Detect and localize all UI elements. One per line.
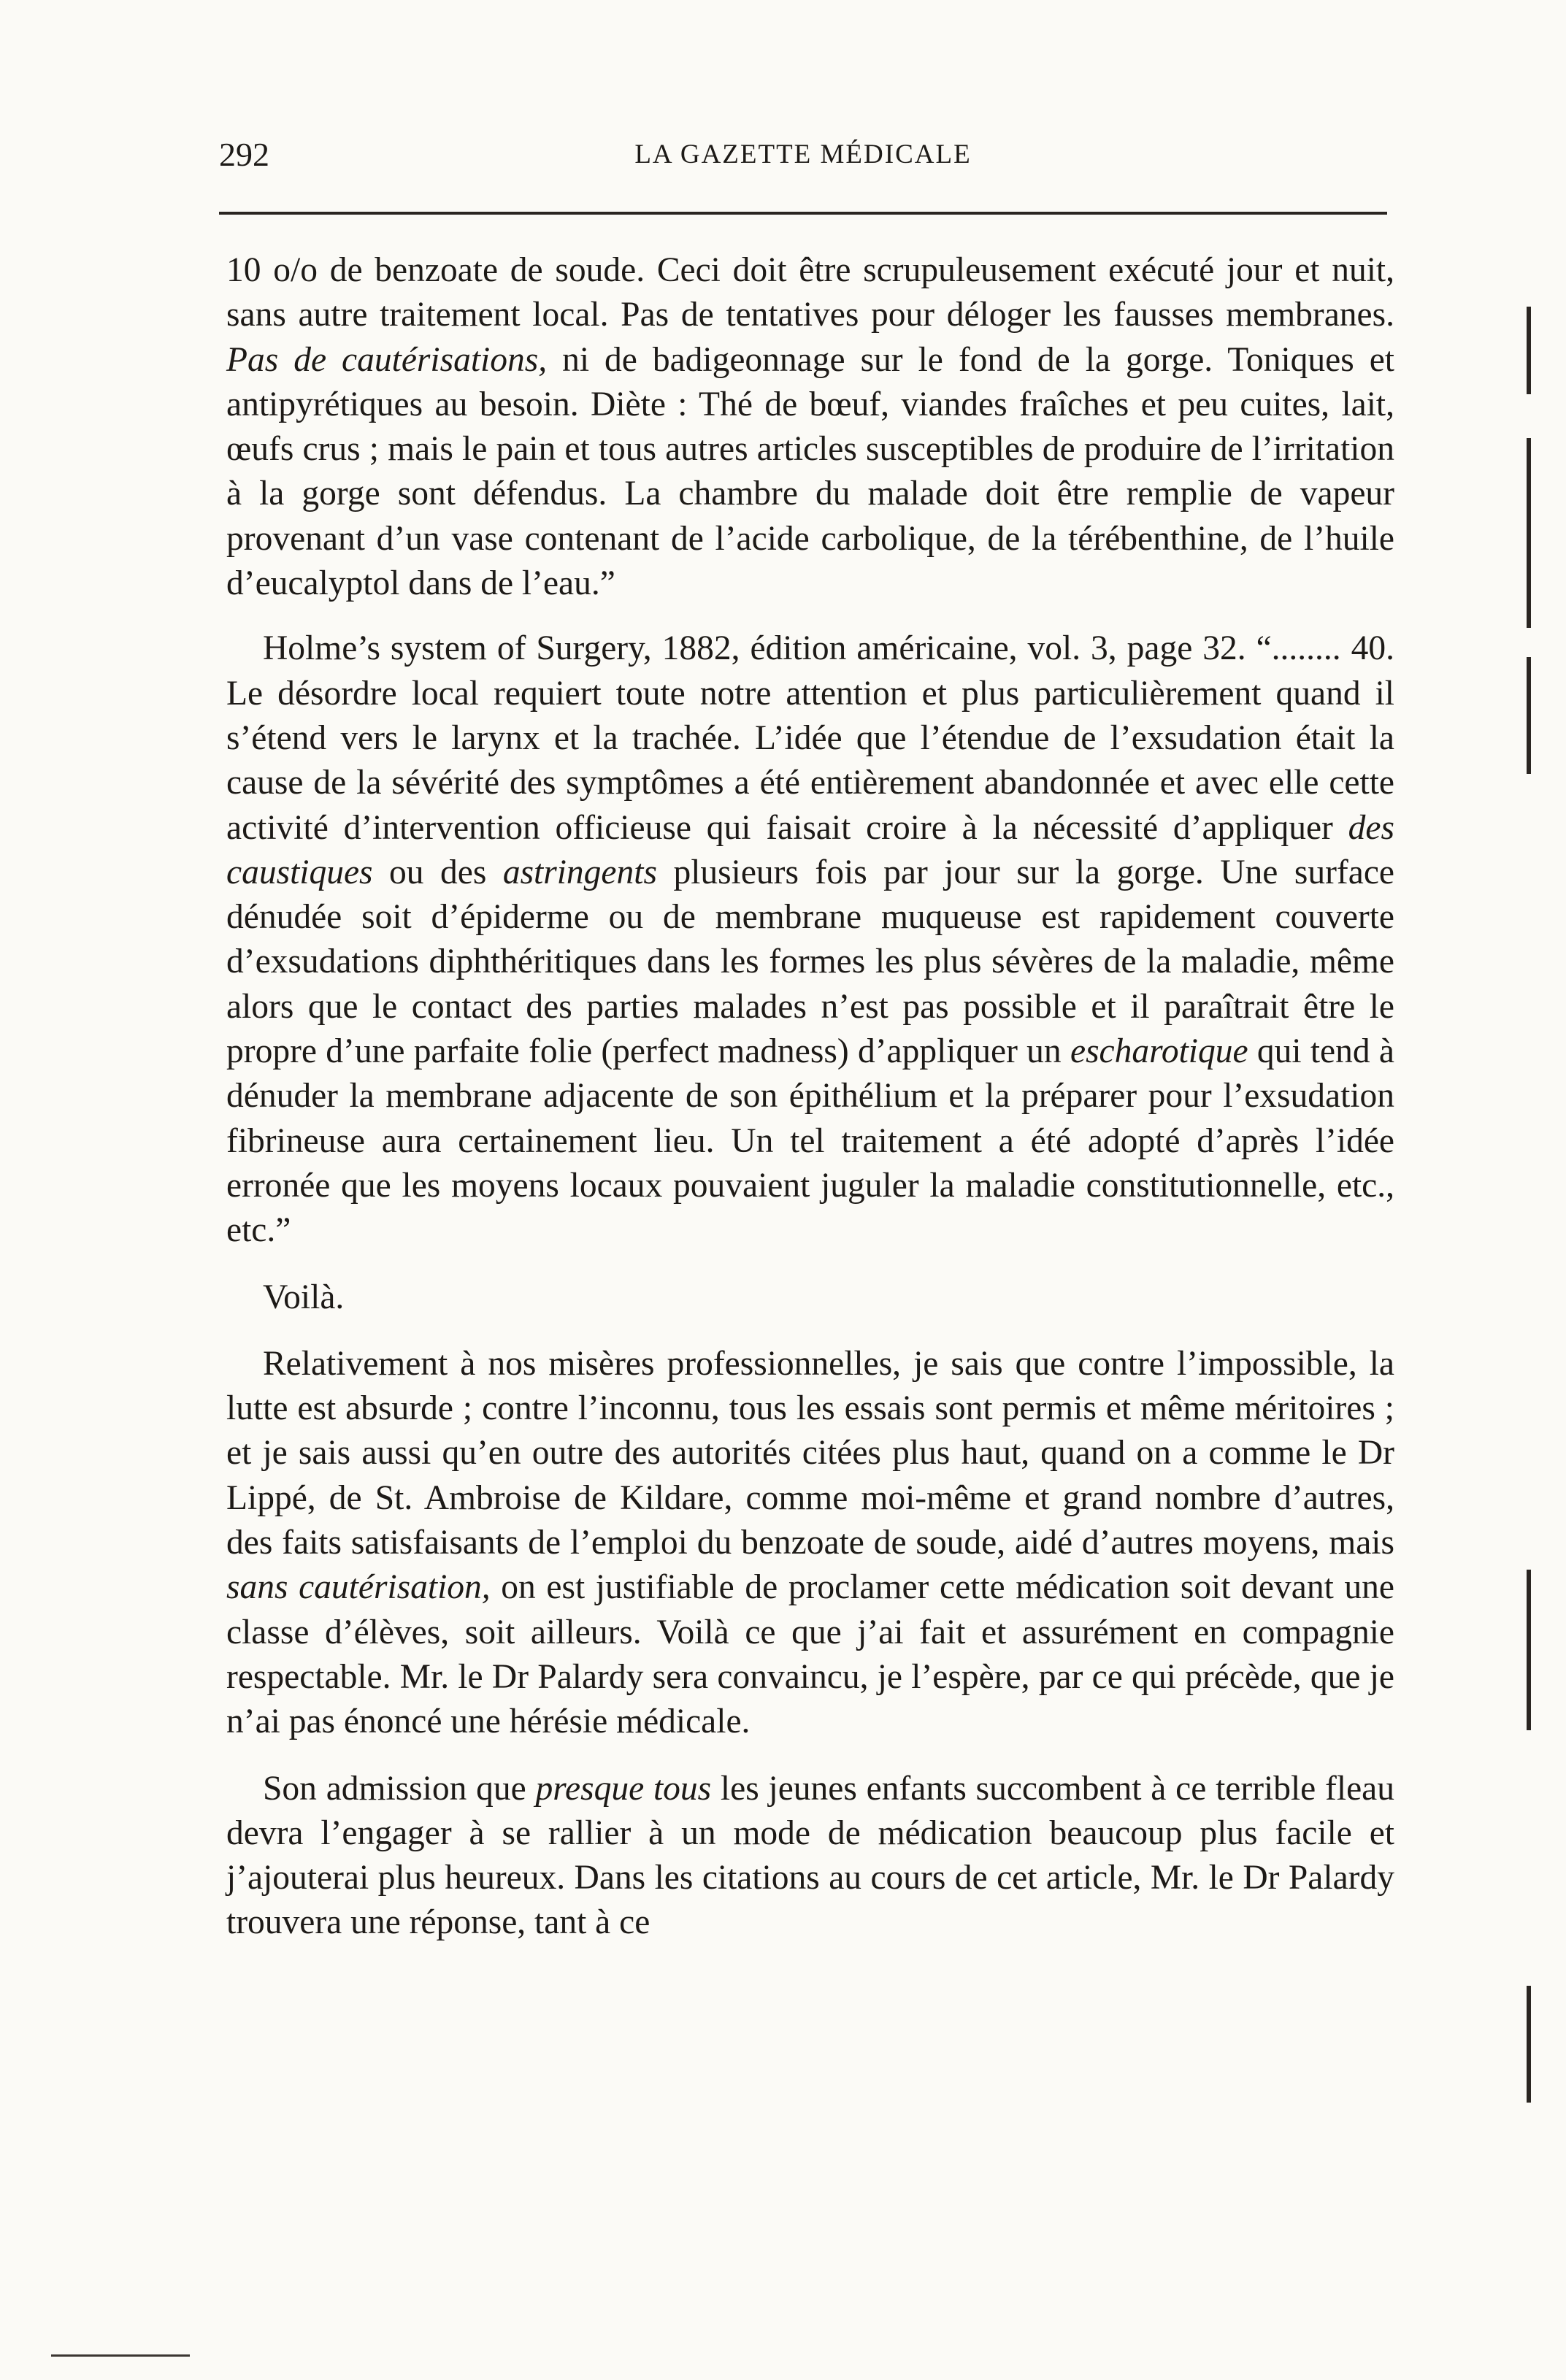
text-run: 10 o/o de benzoate de soude. Ceci doit être scrupuleusement exécuté jour et nuit, sans autre traitement local. Pas de tentatives pour déloger les fausses membranes. [226,251,1394,334]
text-run: les jeunes enfants succombent à ce terrible fleau devra l’engager à se rallier à un mode de médication beaucoup plus facile et j’ajouterai plus heureux. Dans les citations au cours de cet article, Mr. le Dr Palardy trouvera une réponse, tant à ce [226,1769,1394,1942]
scan-edge-mark [1527,307,1531,394]
scan-edge-mark [1527,657,1531,774]
body-text [226,248,1394,1946]
running-title: LA GAZETTE MÉDICALE [634,139,972,169]
paragraph-voila [226,1275,1394,1320]
text-run: plusieurs fois par jour sur la gorge. Une surface dénudée soit d’épiderme ou de membrane muqueuse est rapidement couverte d’exsudations diphthéritiques dans les formes les plus sévères de la maladie, même alors que le contact des parties malades n’est pas possible et il paraîtrait être le propre d’une parfaite folie (perfect madness) d’appliquer un [226,853,1394,1071]
italic-run: sans cautérisation, [226,1568,491,1607]
text-run: ou des [372,853,503,891]
scan-edge-mark [1527,438,1531,628]
text-run: Son admission que [263,1769,536,1808]
page-number: 292 [219,136,269,173]
paragraph-citation [226,626,1394,1253]
paragraph-relativement [226,1342,1394,1745]
italic-run: presque tous [535,1769,712,1808]
text-run: Voilà. [263,1278,345,1316]
italic-run: Pas de cautérisations, [226,340,548,379]
paragraph-admission [226,1767,1394,1946]
scan-edge-mark [1527,1570,1531,1730]
header-rule [219,212,1387,215]
text-run: Holme’s system of Surgery, 1882, édition américaine, vol. 3, page 32. “........ 40. Le désordre local requiert toute notre attention et plus particulièrement quand il s’étend vers le larynx et la trachée. L’idée que l’étendue de l’exsudation était la cause de la sévérité des symptômes a été entièrement abandonnée et avec elle cette activité d’intervention officieuse qui faisait croire à la nécessité d’appliquer [226,629,1394,847]
text-run: ni de badigeonnage sur le fond de la gorge. Toniques et antipyrétiques au besoin. Diète : Thé de bœuf, viandes fraîches et peu cuites, lait, œufs crus ; mais le pain et tous autres articles susceptibles de produire de l’irritation à la gorge sont défendus. La chambre du malade doit être remplie de vapeur provenant d’un vase contenant de l’acide carbolique, de la térébenthine, de l’huile d’eucalyptol dans de l’eau.” [226,340,1395,603]
italic-run: astringents [502,853,657,891]
text-run: qui tend à dénuder la membrane adjacente de son épithélium et la préparer pour l’exsudation fibrineuse aura certainement lieu. Un tel traitement a été adopté d’après l’idée erronée que les moyens locaux pouvaient juguler la maladie constitutionnelle, etc., etc.” [226,1032,1395,1250]
text-run: on est justifiable de proclamer cette médication soit devant une classe d’élèves, soit ailleurs. Voilà ce que j’ai fait et assurément en compagnie respectable. Mr. le Dr Palardy sera convaincu, je l’espère, par ce qui précède, que je n’ai pas énoncé une hérésie médicale. [226,1568,1394,1741]
page-header [219,133,1387,177]
text-run: Relativement à nos misères professionnelles, je sais que contre l’impossible, la lutte est absurde ; contre l’inconnu, tous les essais sont permis et même méritoires ; et je sais aussi qu’en outre des autorités citées plus haut, quand on a comme le Dr Lippé, de St. Ambroise de Kildare, comme moi-même et grand nombre d’autres, des faits satisfaisants de l’emploi du benzoate de soude, aidé d’autres moyens, mais [226,1344,1394,1562]
paragraph-continued [226,248,1394,606]
scan-footer-mark [51,2354,190,2357]
italic-run: des caustiques [226,808,1394,891]
italic-run: escharotique [1070,1032,1248,1071]
scan-edge-mark [1527,1986,1531,2103]
